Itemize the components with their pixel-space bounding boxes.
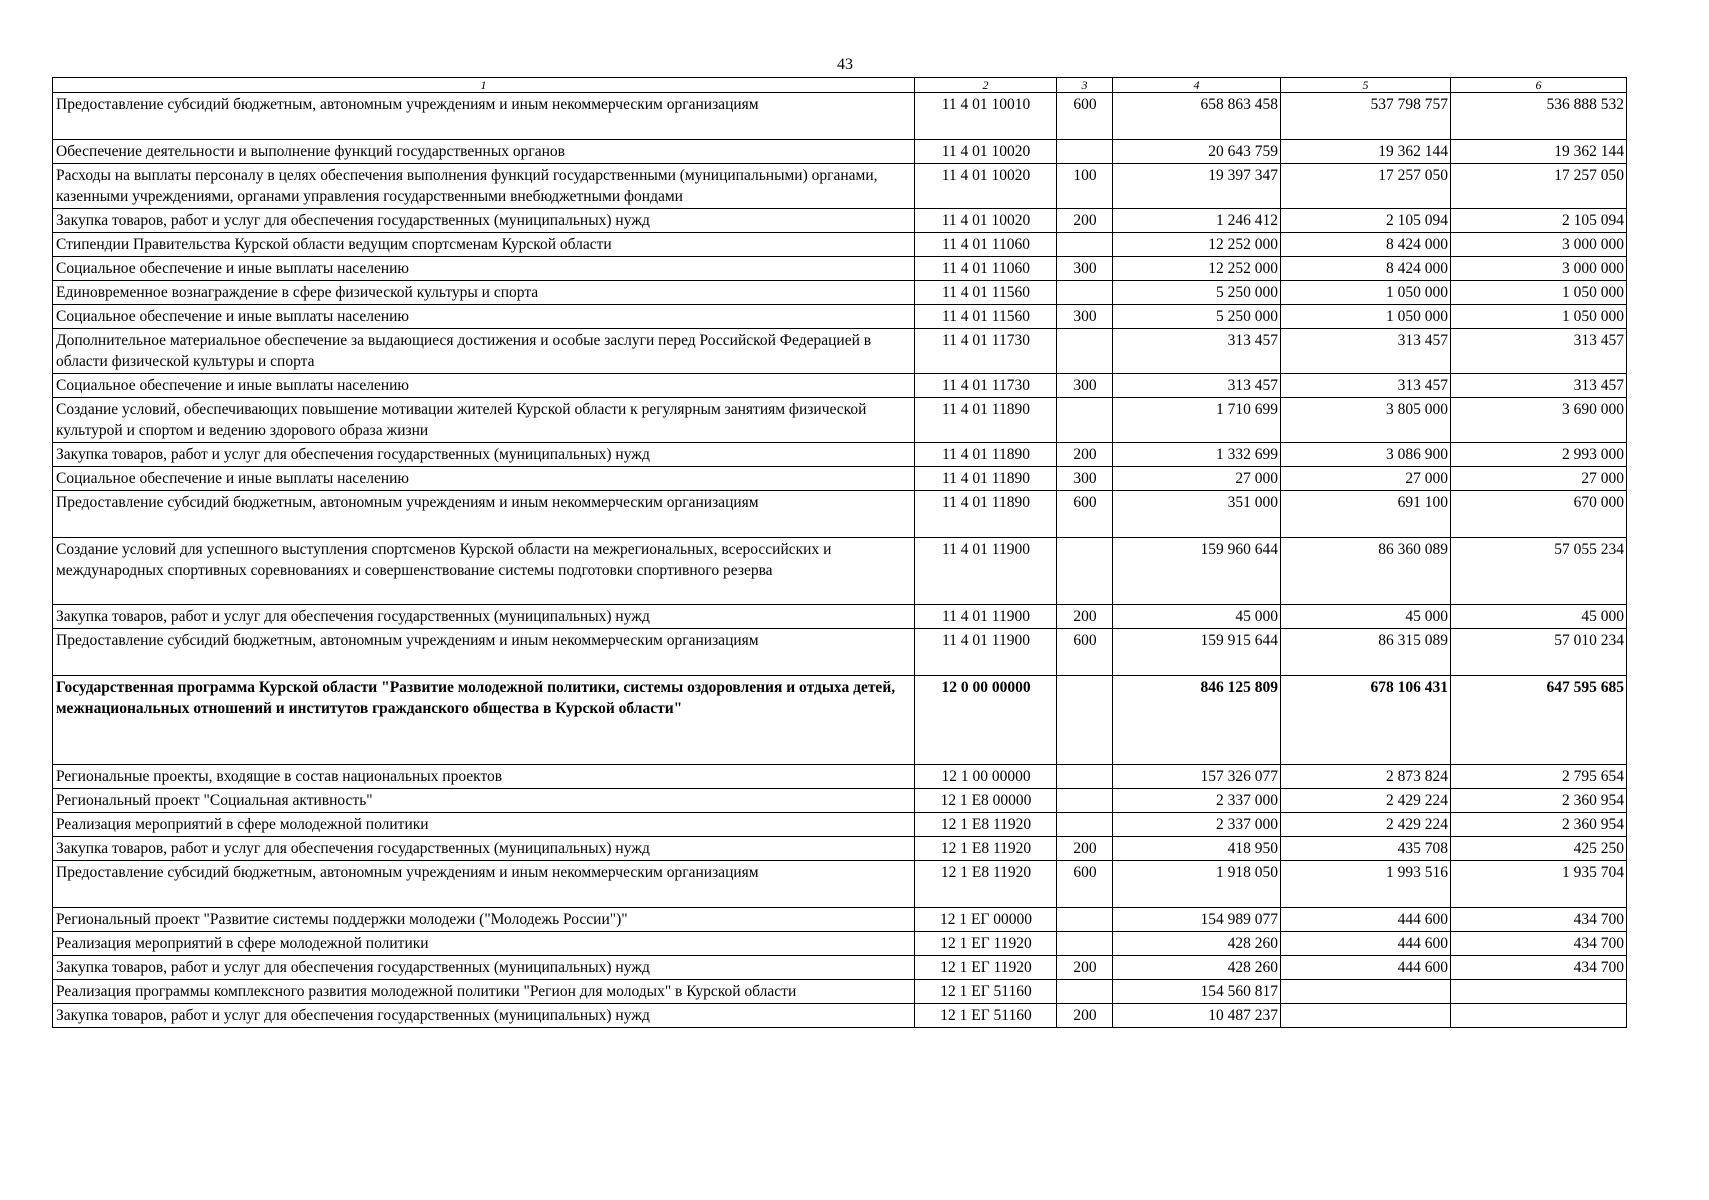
row-amount-col5-cell: 444 600 bbox=[1281, 908, 1451, 932]
row-amount-col4-cell: 418 950 bbox=[1113, 837, 1281, 861]
table-row bbox=[53, 837, 1627, 861]
row-expense-type-cell: 200 bbox=[1057, 605, 1113, 629]
row-amount-col6-cell: 1 935 704 bbox=[1451, 861, 1627, 908]
row-expense-type-cell bbox=[1057, 980, 1113, 1004]
row-amount-col6-cell: 57 055 234 bbox=[1451, 538, 1627, 605]
row-expense-type-cell: 300 bbox=[1057, 467, 1113, 491]
row-code-cell: 12 1 E8 11920 bbox=[915, 837, 1057, 861]
row-expense-type-cell bbox=[1057, 329, 1113, 374]
row-code-cell: 11 4 01 11060 bbox=[915, 233, 1057, 257]
row-amount-col6-cell: 27 000 bbox=[1451, 467, 1627, 491]
table-row bbox=[53, 861, 1627, 908]
row-amount-col6-cell: 313 457 bbox=[1451, 374, 1627, 398]
row-amount-col4-cell: 5 250 000 bbox=[1113, 305, 1281, 329]
row-name-cell: Предоставление субсидий бюджетным, автономным учреждениям и иным некоммерческим организациям bbox=[53, 629, 915, 676]
row-amount-col6-cell: 3 000 000 bbox=[1451, 257, 1627, 281]
table-body bbox=[53, 93, 1627, 1028]
row-name-cell: Социальное обеспечение и иные выплаты населению bbox=[53, 305, 915, 329]
row-code-cell: 11 4 01 11560 bbox=[915, 305, 1057, 329]
row-amount-col5-cell: 444 600 bbox=[1281, 956, 1451, 980]
row-amount-col4-cell: 658 863 458 bbox=[1113, 93, 1281, 140]
row-code-cell: 12 0 00 00000 bbox=[915, 676, 1057, 765]
row-amount-col6-cell: 647 595 685 bbox=[1451, 676, 1627, 765]
row-name-cell: Социальное обеспечение и иные выплаты населению bbox=[53, 467, 915, 491]
table-row bbox=[53, 305, 1627, 329]
table-row bbox=[53, 281, 1627, 305]
table-row bbox=[53, 491, 1627, 538]
row-expense-type-cell: 600 bbox=[1057, 861, 1113, 908]
row-code-cell: 11 4 01 11560 bbox=[915, 281, 1057, 305]
row-expense-type-cell: 200 bbox=[1057, 956, 1113, 980]
table-row bbox=[53, 813, 1627, 837]
row-amount-col4-cell: 1 246 412 bbox=[1113, 209, 1281, 233]
row-amount-col6-cell: 2 795 654 bbox=[1451, 765, 1627, 789]
row-expense-type-cell: 100 bbox=[1057, 164, 1113, 209]
row-code-cell: 12 1 EГ 11920 bbox=[915, 932, 1057, 956]
row-name-cell: Предоставление субсидий бюджетным, автономным учреждениям и иным некоммерческим организациям bbox=[53, 93, 915, 140]
row-expense-type-cell bbox=[1057, 281, 1113, 305]
row-code-cell: 11 4 01 11900 bbox=[915, 629, 1057, 676]
row-amount-col6-cell: 2 360 954 bbox=[1451, 813, 1627, 837]
row-amount-col6-cell: 313 457 bbox=[1451, 329, 1627, 374]
row-code-cell: 11 4 01 11060 bbox=[915, 257, 1057, 281]
row-amount-col6-cell: 57 010 234 bbox=[1451, 629, 1627, 676]
row-name-cell: Региональные проекты, входящие в состав национальных проектов bbox=[53, 765, 915, 789]
table-row bbox=[53, 93, 1627, 140]
row-amount-col4-cell: 20 643 759 bbox=[1113, 140, 1281, 164]
row-code-cell: 11 4 01 10020 bbox=[915, 209, 1057, 233]
table-row bbox=[53, 1004, 1627, 1028]
row-amount-col6-cell: 434 700 bbox=[1451, 908, 1627, 932]
row-amount-col4-cell: 154 560 817 bbox=[1113, 980, 1281, 1004]
row-code-cell: 11 4 01 10020 bbox=[915, 140, 1057, 164]
row-amount-col5-cell: 1 993 516 bbox=[1281, 861, 1451, 908]
row-amount-col4-cell: 351 000 bbox=[1113, 491, 1281, 538]
row-amount-col4-cell: 159 915 644 bbox=[1113, 629, 1281, 676]
table-row bbox=[53, 467, 1627, 491]
row-amount-col5-cell: 678 106 431 bbox=[1281, 676, 1451, 765]
row-amount-col5-cell: 2 429 224 bbox=[1281, 813, 1451, 837]
table-row bbox=[53, 257, 1627, 281]
row-name-cell: Закупка товаров, работ и услуг для обеспечения государственных (муниципальных) нужд bbox=[53, 956, 915, 980]
row-amount-col6-cell: 1 050 000 bbox=[1451, 281, 1627, 305]
row-name-cell: Региональный проект "Социальная активность" bbox=[53, 789, 915, 813]
row-code-cell: 11 4 01 11900 bbox=[915, 605, 1057, 629]
row-amount-col5-cell: 2 429 224 bbox=[1281, 789, 1451, 813]
row-name-cell: Предоставление субсидий бюджетным, автономным учреждениям и иным некоммерческим организациям bbox=[53, 861, 915, 908]
row-name-cell: Закупка товаров, работ и услуг для обеспечения государственных (муниципальных) нужд bbox=[53, 1004, 915, 1028]
row-amount-col4-cell: 846 125 809 bbox=[1113, 676, 1281, 765]
table-row bbox=[53, 398, 1627, 443]
row-name-cell: Реализация программы комплексного развития молодежной политики "Регион для молодых" в Курской области bbox=[53, 980, 915, 1004]
row-expense-type-cell bbox=[1057, 676, 1113, 765]
row-amount-col6-cell: 3 000 000 bbox=[1451, 233, 1627, 257]
row-amount-col4-cell: 27 000 bbox=[1113, 467, 1281, 491]
row-expense-type-cell: 200 bbox=[1057, 443, 1113, 467]
row-code-cell: 12 1 EГ 51160 bbox=[915, 1004, 1057, 1028]
header-col-1: 1 bbox=[53, 78, 915, 93]
table-row bbox=[53, 233, 1627, 257]
header-col-3: 3 bbox=[1057, 78, 1113, 93]
row-name-cell: Закупка товаров, работ и услуг для обеспечения государственных (муниципальных) нужд bbox=[53, 837, 915, 861]
row-amount-col6-cell: 434 700 bbox=[1451, 956, 1627, 980]
row-name-cell: Региональный проект "Развитие системы поддержки молодежи ("Молодежь России")" bbox=[53, 908, 915, 932]
row-expense-type-cell bbox=[1057, 813, 1113, 837]
row-amount-col6-cell: 425 250 bbox=[1451, 837, 1627, 861]
table-row bbox=[53, 765, 1627, 789]
row-expense-type-cell: 600 bbox=[1057, 629, 1113, 676]
row-name-cell: Социальное обеспечение и иные выплаты населению bbox=[53, 374, 915, 398]
row-amount-col6-cell bbox=[1451, 980, 1627, 1004]
row-expense-type-cell bbox=[1057, 538, 1113, 605]
row-amount-col4-cell: 12 252 000 bbox=[1113, 233, 1281, 257]
row-amount-col4-cell: 10 487 237 bbox=[1113, 1004, 1281, 1028]
row-name-cell: Стипендии Правительства Курской области ведущим спортсменам Курской области bbox=[53, 233, 915, 257]
row-amount-col4-cell: 1 332 699 bbox=[1113, 443, 1281, 467]
row-amount-col5-cell: 86 315 089 bbox=[1281, 629, 1451, 676]
row-name-cell: Реализация мероприятий в сфере молодежной политики bbox=[53, 932, 915, 956]
row-amount-col6-cell: 2 360 954 bbox=[1451, 789, 1627, 813]
row-amount-col5-cell bbox=[1281, 980, 1451, 1004]
row-amount-col4-cell: 159 960 644 bbox=[1113, 538, 1281, 605]
row-amount-col5-cell: 2 105 094 bbox=[1281, 209, 1451, 233]
row-expense-type-cell bbox=[1057, 140, 1113, 164]
row-expense-type-cell bbox=[1057, 908, 1113, 932]
row-amount-col5-cell: 8 424 000 bbox=[1281, 257, 1451, 281]
row-name-cell: Реализация мероприятий в сфере молодежной политики bbox=[53, 813, 915, 837]
row-name-cell: Закупка товаров, работ и услуг для обеспечения государственных (муниципальных) нужд bbox=[53, 605, 915, 629]
row-amount-col4-cell: 1 918 050 bbox=[1113, 861, 1281, 908]
table-row bbox=[53, 676, 1627, 765]
row-name-cell: Создание условий, обеспечивающих повышение мотивации жителей Курской области к регулярным занятиям физической культурой и спортом и ведению здорового образа жизни bbox=[53, 398, 915, 443]
row-expense-type-cell: 200 bbox=[1057, 837, 1113, 861]
header-col-4: 4 bbox=[1113, 78, 1281, 93]
row-amount-col4-cell: 428 260 bbox=[1113, 932, 1281, 956]
row-code-cell: 11 4 01 11730 bbox=[915, 374, 1057, 398]
row-amount-col4-cell: 157 326 077 bbox=[1113, 765, 1281, 789]
row-amount-col5-cell: 17 257 050 bbox=[1281, 164, 1451, 209]
row-amount-col4-cell: 313 457 bbox=[1113, 374, 1281, 398]
row-code-cell: 11 4 01 11890 bbox=[915, 467, 1057, 491]
table-row bbox=[53, 538, 1627, 605]
row-expense-type-cell bbox=[1057, 789, 1113, 813]
page-number: 43 bbox=[837, 56, 853, 73]
row-name-cell: Обеспечение деятельности и выполнение функций государственных органов bbox=[53, 140, 915, 164]
row-amount-col6-cell: 19 362 144 bbox=[1451, 140, 1627, 164]
row-code-cell: 12 1 E8 00000 bbox=[915, 789, 1057, 813]
row-expense-type-cell bbox=[1057, 932, 1113, 956]
row-expense-type-cell bbox=[1057, 233, 1113, 257]
row-amount-col5-cell: 435 708 bbox=[1281, 837, 1451, 861]
table-row bbox=[53, 443, 1627, 467]
row-name-cell: Закупка товаров, работ и услуг для обеспечения государственных (муниципальных) нужд bbox=[53, 443, 915, 467]
row-expense-type-cell: 200 bbox=[1057, 1004, 1113, 1028]
row-amount-col5-cell: 537 798 757 bbox=[1281, 93, 1451, 140]
budget-table bbox=[52, 77, 1627, 1028]
table-row bbox=[53, 140, 1627, 164]
table-row bbox=[53, 980, 1627, 1004]
row-amount-col6-cell: 3 690 000 bbox=[1451, 398, 1627, 443]
row-amount-col5-cell: 19 362 144 bbox=[1281, 140, 1451, 164]
table-row bbox=[53, 605, 1627, 629]
row-name-cell: Расходы на выплаты персоналу в целях обеспечения выполнения функций государственными (муниципальными) органами, казенными учреждениями, органами управления государственными внебюджетными фондами bbox=[53, 164, 915, 209]
row-amount-col4-cell: 313 457 bbox=[1113, 329, 1281, 374]
row-amount-col5-cell: 313 457 bbox=[1281, 374, 1451, 398]
row-amount-col4-cell: 428 260 bbox=[1113, 956, 1281, 980]
row-amount-col6-cell bbox=[1451, 1004, 1627, 1028]
row-expense-type-cell: 300 bbox=[1057, 305, 1113, 329]
row-amount-col4-cell: 19 397 347 bbox=[1113, 164, 1281, 209]
row-amount-col4-cell: 5 250 000 bbox=[1113, 281, 1281, 305]
row-code-cell: 12 1 EГ 00000 bbox=[915, 908, 1057, 932]
header-col-5: 5 bbox=[1281, 78, 1451, 93]
row-amount-col5-cell: 1 050 000 bbox=[1281, 281, 1451, 305]
table-row bbox=[53, 164, 1627, 209]
row-name-cell: Предоставление субсидий бюджетным, автономным учреждениям и иным некоммерческим организациям bbox=[53, 491, 915, 538]
row-code-cell: 11 4 01 11890 bbox=[915, 491, 1057, 538]
header-row bbox=[53, 78, 1627, 93]
row-expense-type-cell: 200 bbox=[1057, 209, 1113, 233]
row-amount-col6-cell: 536 888 532 bbox=[1451, 93, 1627, 140]
table-row bbox=[53, 932, 1627, 956]
row-amount-col4-cell: 12 252 000 bbox=[1113, 257, 1281, 281]
row-amount-col5-cell: 3 805 000 bbox=[1281, 398, 1451, 443]
row-amount-col4-cell: 2 337 000 bbox=[1113, 789, 1281, 813]
header-col-6: 6 bbox=[1451, 78, 1627, 93]
table-row bbox=[53, 629, 1627, 676]
row-amount-col5-cell bbox=[1281, 1004, 1451, 1028]
row-code-cell: 11 4 01 11890 bbox=[915, 443, 1057, 467]
row-amount-col5-cell: 691 100 bbox=[1281, 491, 1451, 538]
row-amount-col5-cell: 1 050 000 bbox=[1281, 305, 1451, 329]
row-expense-type-cell: 300 bbox=[1057, 374, 1113, 398]
row-amount-col5-cell: 8 424 000 bbox=[1281, 233, 1451, 257]
header-col-2: 2 bbox=[915, 78, 1057, 93]
row-amount-col6-cell: 45 000 bbox=[1451, 605, 1627, 629]
table-row bbox=[53, 956, 1627, 980]
table-row bbox=[53, 209, 1627, 233]
row-amount-col4-cell: 154 989 077 bbox=[1113, 908, 1281, 932]
row-name-cell: Создание условий для успешного выступления спортсменов Курской области на межрегиональных, всероссийских и международных спортивных соревнованиях и совершенствование системы подготовки спортивного резерва bbox=[53, 538, 915, 605]
row-code-cell: 12 1 EГ 51160 bbox=[915, 980, 1057, 1004]
table-row bbox=[53, 329, 1627, 374]
row-expense-type-cell bbox=[1057, 398, 1113, 443]
row-amount-col5-cell: 3 086 900 bbox=[1281, 443, 1451, 467]
row-code-cell: 12 1 E8 11920 bbox=[915, 813, 1057, 837]
row-amount-col5-cell: 86 360 089 bbox=[1281, 538, 1451, 605]
row-name-cell: Закупка товаров, работ и услуг для обеспечения государственных (муниципальных) нужд bbox=[53, 209, 915, 233]
row-amount-col5-cell: 27 000 bbox=[1281, 467, 1451, 491]
row-amount-col6-cell: 17 257 050 bbox=[1451, 164, 1627, 209]
row-amount-col6-cell: 1 050 000 bbox=[1451, 305, 1627, 329]
row-code-cell: 11 4 01 11900 bbox=[915, 538, 1057, 605]
row-amount-col5-cell: 45 000 bbox=[1281, 605, 1451, 629]
row-code-cell: 11 4 01 11890 bbox=[915, 398, 1057, 443]
row-expense-type-cell: 600 bbox=[1057, 93, 1113, 140]
row-name-cell: Дополнительное материальное обеспечение за выдающиеся достижения и особые заслуги перед Российской Федерацией в области физической культуры и спорта bbox=[53, 329, 915, 374]
row-expense-type-cell: 300 bbox=[1057, 257, 1113, 281]
row-amount-col5-cell: 444 600 bbox=[1281, 932, 1451, 956]
row-code-cell: 12 1 EГ 11920 bbox=[915, 956, 1057, 980]
row-amount-col6-cell: 2 105 094 bbox=[1451, 209, 1627, 233]
row-amount-col5-cell: 313 457 bbox=[1281, 329, 1451, 374]
row-code-cell: 11 4 01 11730 bbox=[915, 329, 1057, 374]
table-row bbox=[53, 374, 1627, 398]
row-code-cell: 11 4 01 10020 bbox=[915, 164, 1057, 209]
row-amount-col4-cell: 45 000 bbox=[1113, 605, 1281, 629]
row-expense-type-cell bbox=[1057, 765, 1113, 789]
row-code-cell: 12 1 00 00000 bbox=[915, 765, 1057, 789]
row-name-cell: Социальное обеспечение и иные выплаты населению bbox=[53, 257, 915, 281]
row-expense-type-cell: 600 bbox=[1057, 491, 1113, 538]
row-amount-col4-cell: 2 337 000 bbox=[1113, 813, 1281, 837]
row-name-cell: Единовременное вознаграждение в сфере физической культуры и спорта bbox=[53, 281, 915, 305]
row-name-cell: Государственная программа Курской области "Развитие молодежной политики, системы оздоровления и отдыха детей, межнациональных отношений и институтов гражданского общества в Курской области" bbox=[53, 676, 915, 765]
row-amount-col6-cell: 434 700 bbox=[1451, 932, 1627, 956]
row-amount-col4-cell: 1 710 699 bbox=[1113, 398, 1281, 443]
row-code-cell: 12 1 E8 11920 bbox=[915, 861, 1057, 908]
row-code-cell: 11 4 01 10010 bbox=[915, 93, 1057, 140]
row-amount-col5-cell: 2 873 824 bbox=[1281, 765, 1451, 789]
row-amount-col6-cell: 2 993 000 bbox=[1451, 443, 1627, 467]
table-row bbox=[53, 789, 1627, 813]
table-row bbox=[53, 908, 1627, 932]
row-amount-col6-cell: 670 000 bbox=[1451, 491, 1627, 538]
